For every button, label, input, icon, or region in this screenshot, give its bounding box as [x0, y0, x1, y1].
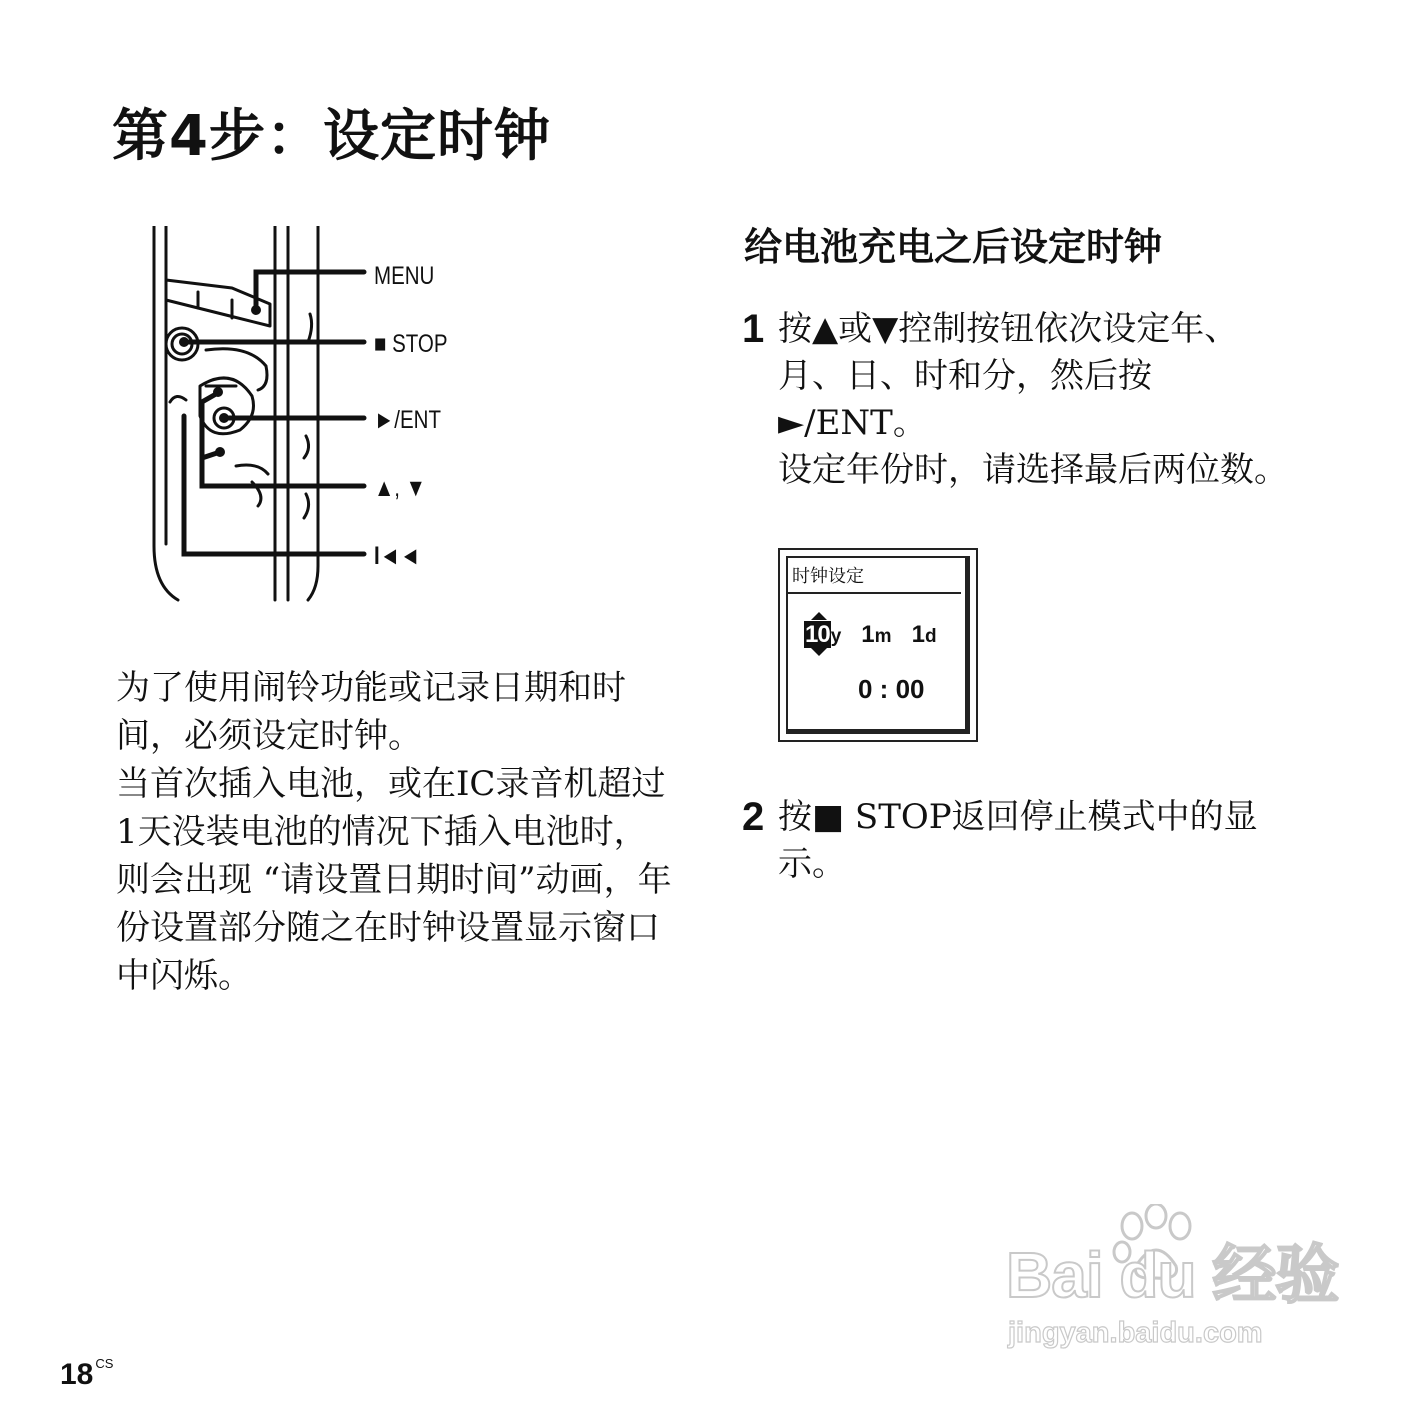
stop-label: ■ STOP	[374, 330, 448, 358]
section-title: 给电池充电之后设定时钟	[744, 225, 1163, 269]
clock-display	[778, 548, 978, 742]
month-unit: m	[874, 626, 892, 647]
device-figure	[140, 226, 500, 606]
updown-label: ▲, ▼	[374, 474, 426, 502]
time-value: 0 : 00	[858, 674, 925, 704]
display-divider	[788, 592, 961, 594]
step-text: 按▲或▼控制按钮依次设定年、月、日、时和分，然后按►/ENT。	[778, 309, 1239, 443]
step-body	[778, 794, 1298, 888]
intro-paragraph-1: 为了使用闹铃功能或记录日期和时间，必须设定时钟。	[116, 668, 626, 756]
step-1	[742, 306, 1302, 546]
page-number-suffix: CS	[95, 1356, 114, 1371]
year-unit: y	[830, 626, 842, 647]
ent-label: ►/ENT	[374, 406, 441, 434]
day-unit: d	[924, 626, 937, 647]
day-value: 1	[911, 621, 925, 648]
step-number: 1	[742, 307, 765, 351]
step-text: 按■ STOP返回停止模式中的显示。	[778, 797, 1258, 884]
page-title: 第4步：设定时钟	[112, 104, 551, 169]
watermark-brand: Bai du 经验	[1006, 1239, 1339, 1311]
intro-text	[116, 664, 676, 1000]
display-title: 时钟设定	[792, 566, 864, 587]
month-value: 1	[861, 621, 875, 648]
menu-label: MENU	[374, 262, 435, 290]
device-drawing	[140, 226, 500, 606]
page-number	[60, 1346, 113, 1393]
watermark-url: jingyan.baidu.com	[1008, 1317, 1263, 1349]
step-body	[778, 306, 1298, 494]
year-value: 10	[805, 621, 830, 648]
step-note: 设定年份时，请选择最后两位数。	[778, 450, 1288, 490]
page-number-value: 18	[60, 1358, 94, 1391]
date-row	[804, 620, 937, 652]
intro-paragraph-2: 当首次插入电池，或在IC录音机超过1天没装电池的情况下插入电池时，则会出现 “请设置日期时间”动画，年份设置部分随之在时钟设置显示窗口中闪烁。	[116, 764, 672, 996]
display-screen	[786, 556, 970, 734]
step-2	[742, 794, 1302, 894]
step-number: 2	[742, 795, 765, 839]
rewind-label: I◄◄	[374, 542, 421, 570]
